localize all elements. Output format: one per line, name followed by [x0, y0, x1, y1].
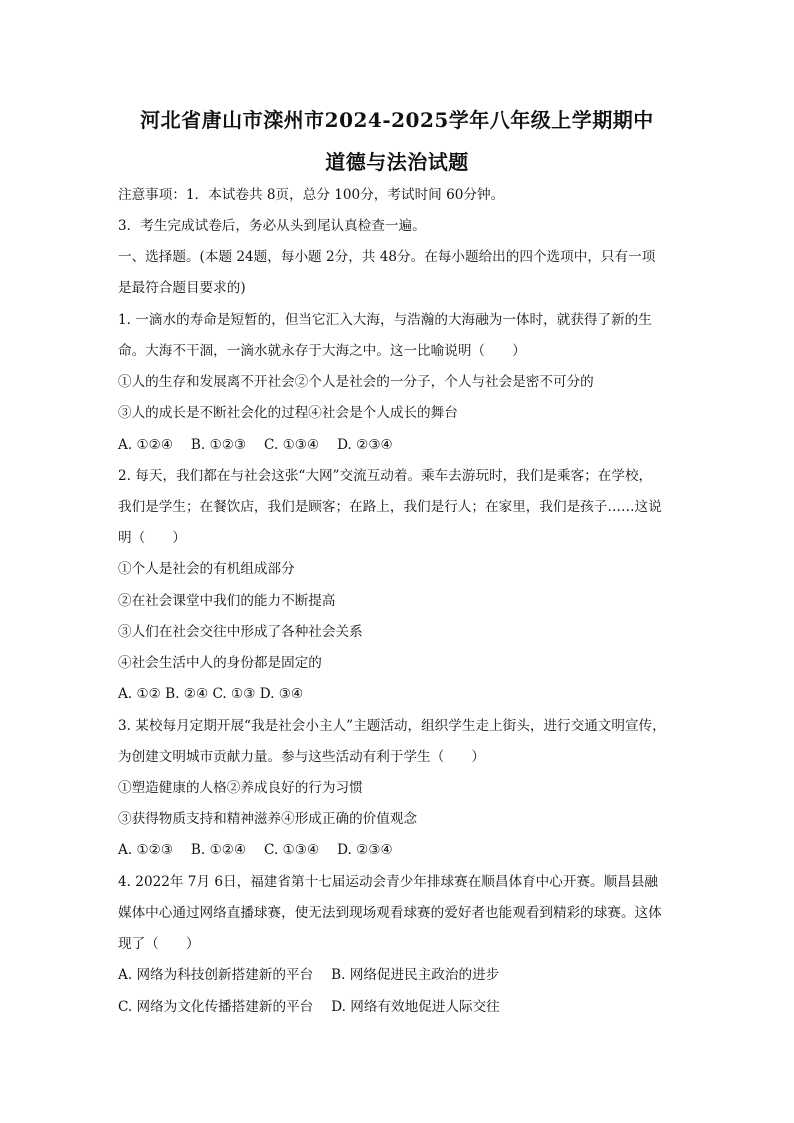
text-line: 我们是学生；在餐饮店，我们是顾客；在路上，我们是行人；在家里，我们是孩子……这说 [118, 499, 662, 515]
text-line: 一、选择题。(本题 24题，每小题 2分，共 48分。在每小题给出的四个选项中，只有一项 [118, 249, 656, 265]
text-line: A. 网络为科技创新搭建新的平台 B. 网络促进民主政治的进步 [118, 967, 500, 983]
text-line: 2. 每天，我们都在与社会这张“大网”交流互动着。乘车去游玩时，我们是乘客；在学校， [118, 468, 653, 484]
text-line: 4. 2022年 7月 6日，福建省第十七届运动会青少年排球赛在顺昌体育中心开赛。顺昌县融 [118, 874, 659, 890]
text-line: ①人的生存和发展离不开社会②个人是社会的一分子，个人与社会是密不可分的 [118, 374, 594, 390]
text-line: 现了（ ） [118, 936, 200, 952]
text-line: 注意事项：1．本试卷共 8页，总分 100分，考试时间 60分钟。 [118, 187, 505, 203]
text-line: A. ①②③ B. ①②④ C. ①③④ D. ②③④ [118, 842, 393, 858]
text-line: 媒体中心通过网络直播球赛，使无法到现场观看球赛的爱好者也能观看到精彩的球赛。这体 [118, 905, 662, 921]
text-line: 是最符合题目要求的) [118, 280, 246, 296]
text-line: ①个人是社会的有机组成部分 [118, 561, 295, 577]
text-line: 命。大海不干涸，一滴水就永存于大海之中。这一比喻说明（ ） [118, 343, 526, 359]
text-line: ②在社会课堂中我们的能力不断提高 [118, 593, 336, 609]
text-line: ③人的成长是不断社会化的过程④社会是个人成长的舞台 [118, 405, 458, 421]
text-line: 3. 某校每月定期开展“我是社会小主人”主题活动，组织学生走上街头，进行交通文明宣传， [118, 718, 666, 734]
text-line: C. 网络为文化传播搭建新的平台 D. 网络有效地促进人际交往 [118, 999, 500, 1015]
text-line: 为创建文明城市贡献力量。参与这些活动有利于学生（ ） [118, 749, 486, 765]
text-line: 明（ ） [118, 530, 186, 546]
page-title: 河北省唐山市滦州市2024-2025学年八年级上学期期中 [140, 108, 654, 132]
text-line: ④社会生活中人的身份都是固定的 [118, 655, 322, 671]
text-line: 1. 一滴水的寿命是短暂的，但当它汇入大海，与浩瀚的大海融为一体时，就获得了新的生 [118, 312, 652, 328]
text-line: ①塑造健康的人格②养成良好的行为习惯 [118, 780, 363, 796]
text-line: ③获得物质支持和精神滋养④形成正确的价值观念 [118, 811, 418, 827]
text-line: 3．考生完成试卷后，务必从头到尾认真检查一遍。 [118, 218, 426, 234]
page-subtitle: 道德与法治试题 [325, 150, 469, 174]
text-line: A. ①②④ B. ①②③ C. ①③④ D. ②③④ [118, 437, 393, 453]
text-line: ③人们在社会交往中形成了各种社会关系 [118, 624, 363, 640]
text-line: A. ①② B. ②④ C. ①③ D. ③④ [118, 686, 304, 702]
